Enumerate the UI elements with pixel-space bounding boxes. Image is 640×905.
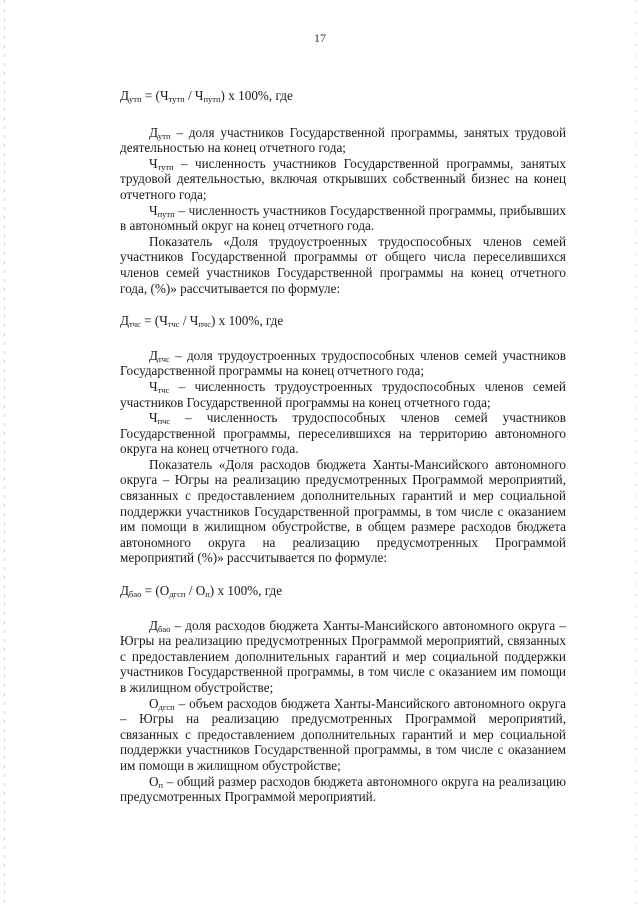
definition-ch-tutp: $Ч_{тутп}$ – численность участников Государственной программы, занятых трудовой деятельностью, включая открывших собственный бизнес на конец отчетного года; — [120, 155, 566, 202]
scan-edge-right — [635, 0, 636, 905]
page-number: 17 — [314, 31, 326, 45]
definition-d-bao: $Д_{бао}$ – доля расходов бюджета Ханты-Мансийского автономного округа – Югры на реализацию предусмотренных Программой мероприятий, связанных с предоставлением дополнительных гарантий и мер социальной поддержки участников Государственной программы, в том числе с оказанием им помощи в жилищном обустройстве; — [120, 617, 566, 695]
paragraph-indicator-family-members: Показатель «Доля трудоустроенных трудоспособных членов семей участников Государственной программы от общего числа переселившихся членов семей участников Государственной программы на конец отчетного года, (%)» рассчитывается по формуле: — [120, 233, 566, 296]
scan-edge-left — [4, 0, 5, 905]
definition-d-utp: $Д_{утп}$ – доля участников Государственной программы, занятых трудовой деятельностью на конец отчетного года; — [120, 124, 566, 156]
formula-tchs: $Д_{тчс} = (Ч_{тчс} / Ч_{пчс})$ х 100%, где — [120, 313, 284, 330]
definition-ch-putp: $Ч_{путп}$ – численность участников Государственной программы, прибывших в автономный округ на конец отчетного года. — [120, 202, 566, 234]
definition-o-p: $О_п$ – общий размер расходов бюджета автономного округа на реализацию предусмотренных Программой мероприятий. — [120, 773, 566, 805]
definition-d-tchs: $Д_{тчс}$ – доля трудоустроенных трудоспособных членов семей участников Государственной программы на конец отчетного года; — [120, 347, 566, 379]
formula-utp: $Д_{утп} = (Ч_{тутп} / Ч_{путп})$ х 100%, где — [120, 88, 293, 104]
document-body — [120, 88, 566, 805]
paragraph-indicator-budget-share: Показатель «Доля расходов бюджета Ханты-Мансийского автономного округа – Югры на реализацию предусмотренных Программой мероприятий, связанных с предоставлением дополнительных гарантий и мер социальной поддержки участников Государственной программы, в том числе с оказанием им помощи в жилищном обустройстве, в общем размере расходов бюджета автономного округа на реализацию предусмотренных Программой мероприятий (%)» рассчитывается по формуле: — [120, 456, 566, 566]
definition-o-dgsp: $О_{дгсп}$ – объем расходов бюджета Ханты-Мансийского автономного округа – Югры на реализацию предусмотренных Программой мероприятий, связанных с предоставлением дополнительных гарантий и мер социальной поддержки участников Государственной программы, в том числе с оказанием им помощи в жилищном обустройстве; — [120, 695, 566, 773]
definition-ch-tchs: $Ч_{тчс}$ – численность трудоустроенных трудоспособных членов семей участников Государственной программы на конец отчетного года; — [120, 378, 566, 410]
definition-ch-pchs: $Ч_{пчс}$ – численность трудоспособных членов семей участников Государственной программы, переселившихся на территорию автономного округа на конец отчетного года. — [120, 410, 566, 457]
formula-bao: $Д_{бао} = (О_{дгсп} / О_п)$ х 100%, где — [120, 583, 283, 600]
